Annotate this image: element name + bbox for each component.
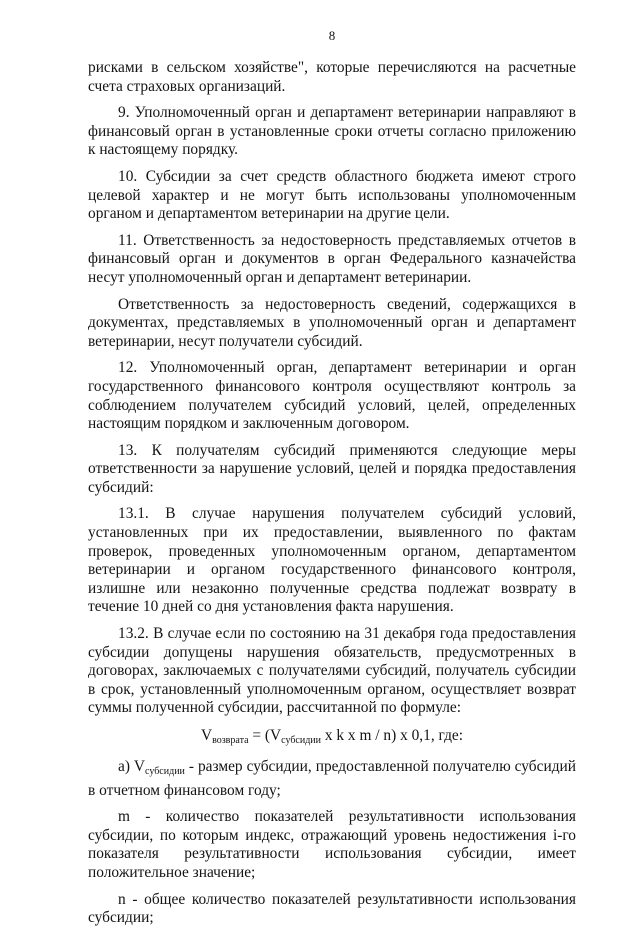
paragraph-9: 9. Уполномоченный орган и департамент ветеринарии направляют в финансовый орган в установленные сроки отчеты согласно приложению к настоящему порядку. bbox=[88, 104, 576, 159]
formula-equals-open: = (V bbox=[248, 727, 282, 744]
definition-a-subscript: субсидии bbox=[145, 766, 185, 777]
page-number: 8 bbox=[328, 28, 336, 43]
definition-a-prefix: а) V bbox=[118, 758, 146, 775]
paragraph-10: 10. Субсидии за счет средств областного бюджета имеют строго целевой характер и не могут быть использованы уполномоченным органом и департаментом ветеринарии на другие цели. bbox=[88, 167, 576, 223]
paragraph-11: 11. Ответственность за недостоверность представляемых отчетов в финансовый орган и документов в орган Федерального казначейства несут уполномоченный орган и департамент ветеринарии. bbox=[88, 231, 576, 286]
paragraph-responsibility: Ответственность за недостоверность сведений, содержащихся в документах, представляемых в уполномоченный орган и департамент ветеринарии, несут получатели субсидий. bbox=[88, 295, 576, 350]
formula-v: V bbox=[200, 727, 213, 744]
refund-formula bbox=[88, 726, 576, 750]
formula-v-subscript: возврата bbox=[212, 735, 249, 746]
formula-rest: x k x m / n) x 0,1, где: bbox=[320, 727, 464, 744]
paragraph-continuation: рисками в сельском хозяйстве", которые перечисляются на расчетные счета страховых организаций. bbox=[88, 59, 576, 95]
paragraph-13-1: 13.1. В случае нарушения получателем субсидий условий, установленных при их предоставлении, выявленного по фактам проверок, проведенных уполномоченным органом, департаментом ветеринарии и органом государственного финансового контроля, излишне или незаконно полученные средства подлежат возврату в течение 10 дней со дня установления факта нарушения. bbox=[88, 505, 576, 616]
definition-n: n - общее количество показателей результативности использования субсидии; bbox=[88, 890, 576, 927]
definition-a-text: - размер субсидии, предоставленной получателю субсидий в отчетном финансовом году; bbox=[88, 758, 576, 799]
paragraph-13: 13. К получателям субсидий применяются следующие меры ответственности за нарушение условий, целей и порядка предоставления субсидий: bbox=[88, 441, 576, 496]
definition-a bbox=[88, 758, 576, 800]
paragraph-13-2: 13.2. В случае если по состоянию на 31 декабря года предоставления субсидии допущены нарушения обязательств, предусмотренных в договорах, заключаемых с получателями субсидий, получатель субсидии в срок, установленный уполномоченным органом, осуществляет возврат суммы полученной субсидии, рассчитанной по формуле: bbox=[88, 625, 576, 717]
paragraph-12: 12. Уполномоченный орган, департамент ветеринарии и орган государственного финансового контроля осуществляют контроль за соблюдением получателем субсидий условий, целей, определенных настоящим порядком и заключенным договором. bbox=[88, 359, 576, 433]
formula-inner-subscript: субсидии bbox=[281, 735, 321, 746]
definition-m: m - количество показателей результативности использования субсидии, по которым индекс, отражающий уровень недостижения i-го показателя результативности использования субсидии, имеет положительное значение; bbox=[88, 808, 576, 881]
